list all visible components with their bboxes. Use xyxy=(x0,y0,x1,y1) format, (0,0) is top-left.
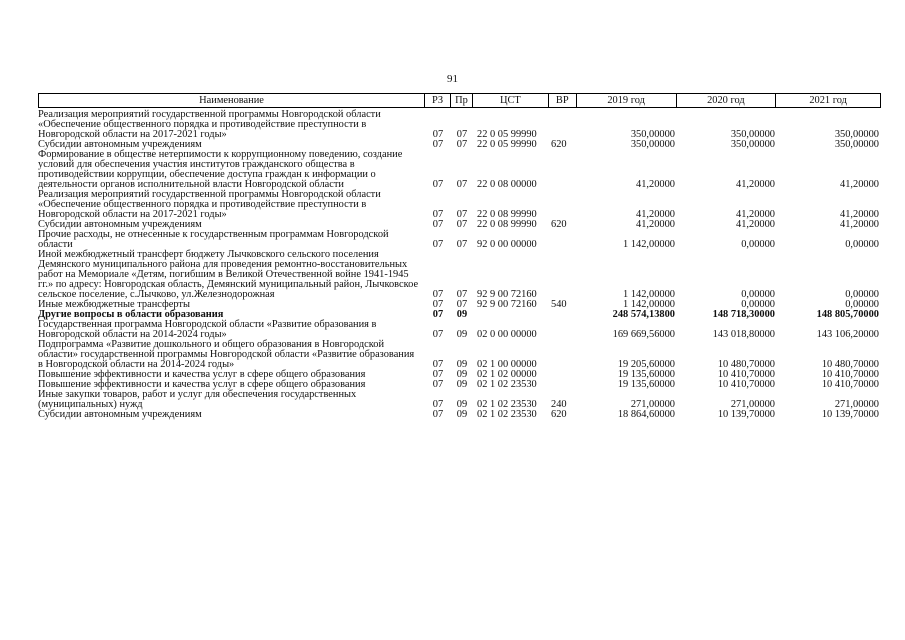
row-rz: 07 xyxy=(432,329,444,340)
row-cst: 92 9 00 72160 xyxy=(477,289,537,300)
row-2021: 271,00000 xyxy=(834,399,879,410)
row-rz: 07 xyxy=(432,309,444,320)
header-2021: 2021 год xyxy=(809,95,847,106)
row-rz: 07 xyxy=(432,379,444,390)
row-2021: 0,00000 xyxy=(845,289,879,300)
row-2021: 143 106,20000 xyxy=(816,329,879,340)
row-name: Субсидии автономным учреждениям xyxy=(38,219,202,230)
row-vr: 240 xyxy=(551,399,567,410)
row-name: Прочие расходы, не отнесенные к государственным программам Новгородской области xyxy=(38,229,389,250)
row-2019: 169 669,56000 xyxy=(612,329,675,340)
table-row xyxy=(38,320,881,340)
row-cst: 22 0 08 99990 xyxy=(477,209,537,220)
row-pr: 07 xyxy=(456,239,468,250)
row-2019: 1 142,00000 xyxy=(623,299,675,310)
row-pr: 07 xyxy=(456,179,468,190)
table-row xyxy=(38,410,881,420)
row-vr: 620 xyxy=(551,219,567,230)
row-2021: 350,00000 xyxy=(834,139,879,150)
row-pr: 09 xyxy=(456,309,468,320)
row-rz: 07 xyxy=(432,139,444,150)
row-cst: 22 0 05 99990 xyxy=(477,139,537,150)
page-number: 91 xyxy=(447,73,458,85)
row-2019: 248 574,13800 xyxy=(612,309,675,320)
row-rz: 07 xyxy=(432,179,444,190)
table-row xyxy=(38,390,881,410)
row-2020: 143 018,80000 xyxy=(712,329,775,340)
row-2020: 10 410,70000 xyxy=(717,369,775,380)
row-2021: 0,00000 xyxy=(845,239,879,250)
row-vr: 540 xyxy=(551,299,567,310)
row-2019: 41,20000 xyxy=(636,179,675,190)
row-2021: 41,20000 xyxy=(840,209,879,220)
header-vr: ВР xyxy=(549,94,577,107)
row-rz: 07 xyxy=(432,289,444,300)
row-2021: 41,20000 xyxy=(840,179,879,190)
row-2020: 10 139,70000 xyxy=(717,409,775,420)
row-rz: 07 xyxy=(432,129,444,140)
header-2019: 2019 год xyxy=(577,94,677,107)
row-vr: 620 xyxy=(551,139,567,150)
row-2020: 350,00000 xyxy=(730,129,775,140)
row-cst: 22 0 05 99990 xyxy=(477,129,537,140)
row-2019: 350,00000 xyxy=(630,139,675,150)
row-2021: 41,20000 xyxy=(840,219,879,230)
row-cst: 92 0 00 00000 xyxy=(477,239,537,250)
row-rz: 07 xyxy=(432,369,444,380)
row-2020: 41,20000 xyxy=(736,179,775,190)
row-name: Иные межбюджетные трансферты xyxy=(38,299,190,310)
row-2021: 10 410,70000 xyxy=(821,369,879,380)
row-pr: 09 xyxy=(456,359,468,370)
header-rz: РЗ xyxy=(425,94,451,107)
row-cst: 02 1 00 00000 xyxy=(477,359,537,370)
row-pr: 07 xyxy=(456,289,468,300)
row-cst: 22 0 08 99990 xyxy=(477,219,537,230)
row-cst: 02 1 02 00000 xyxy=(477,369,537,380)
row-name: Формирование в обществе нетерпимости к коррупционному поведению, создание условий для обеспечения участия институтов гражданского общества в противодействии коррупции, обеспечение доступа граждан к информации о деятельности органов исполнительной власти Новгородской области xyxy=(38,149,403,190)
row-pr: 07 xyxy=(456,139,468,150)
row-vr: 620 xyxy=(551,409,567,420)
row-pr: 09 xyxy=(456,379,468,390)
row-2019: 41,20000 xyxy=(636,209,675,220)
row-name: Повышение эффективности и качества услуг в сфере общего образования xyxy=(38,379,366,390)
row-2020: 0,00000 xyxy=(741,299,775,310)
header-pr: Пр xyxy=(451,94,473,107)
row-rz: 07 xyxy=(432,209,444,220)
row-name: Повышение эффективности и качества услуг в сфере общего образования xyxy=(38,369,366,380)
row-2021: 10 410,70000 xyxy=(821,379,879,390)
row-cst: 92 9 00 72160 xyxy=(477,299,537,310)
row-rz: 07 xyxy=(432,359,444,370)
row-2019: 271,00000 xyxy=(630,399,675,410)
row-2020: 148 718,30000 xyxy=(712,309,775,320)
table-row xyxy=(38,340,881,370)
row-pr: 09 xyxy=(456,399,468,410)
table-row xyxy=(38,230,881,250)
row-rz: 07 xyxy=(432,409,444,420)
row-2019: 41,20000 xyxy=(636,219,675,230)
row-2019: 19 205,60000 xyxy=(617,359,675,370)
row-name: Подпрограмма «Развитие дошкольного и общего образования в Новгородской области» государственной программы Новгородской области «Развитие образования в Новгородской области на 2014-2024 годы» xyxy=(38,339,415,370)
row-pr: 07 xyxy=(456,209,468,220)
table-row xyxy=(38,110,881,140)
row-name: Реализация мероприятий государственной программы Новгородской области «Обеспечение общественного порядка и противодействие преступности в Новгородской области на 2017-2021 годы» xyxy=(38,189,381,220)
row-2019: 18 864,60000 xyxy=(617,409,675,420)
row-name: Субсидии автономным учреждениям xyxy=(38,139,202,150)
row-2020: 0,00000 xyxy=(741,289,775,300)
header-name: Наименование xyxy=(39,94,425,107)
row-name: Субсидии автономным учреждениям xyxy=(38,409,202,420)
row-rz: 07 xyxy=(432,219,444,230)
row-2020: 0,00000 xyxy=(741,239,775,250)
row-pr: 07 xyxy=(456,129,468,140)
row-name: Иные закупки товаров, работ и услуг для обеспечения государственных (муниципальных) нужд xyxy=(38,389,357,410)
row-2019: 350,00000 xyxy=(630,129,675,140)
row-2019: 1 142,00000 xyxy=(623,239,675,250)
row-cst: 02 0 00 00000 xyxy=(477,329,537,340)
row-pr: 09 xyxy=(456,329,468,340)
row-2020: 271,00000 xyxy=(730,399,775,410)
row-cst: 22 0 08 00000 xyxy=(477,179,537,190)
row-name: Реализация мероприятий государственной программы Новгородской области «Обеспечение общественного порядка и противодействие преступности в Новгородской области на 2017-2021 годы» xyxy=(38,109,381,140)
row-2021: 10 480,70000 xyxy=(821,359,879,370)
row-2020: 350,00000 xyxy=(730,139,775,150)
row-cst: 02 1 02 23530 xyxy=(477,379,537,390)
row-2021: 148 805,70000 xyxy=(816,309,879,320)
table-row xyxy=(38,190,881,220)
row-cst: 02 1 02 23530 xyxy=(477,399,537,410)
row-2019: 19 135,60000 xyxy=(617,379,675,390)
row-2021: 10 139,70000 xyxy=(821,409,879,420)
row-pr: 07 xyxy=(456,219,468,230)
header-cst: ЦСТ xyxy=(473,94,549,107)
table-row xyxy=(38,250,881,300)
row-2020: 41,20000 xyxy=(736,219,775,230)
row-pr: 09 xyxy=(456,369,468,380)
row-2020: 10 480,70000 xyxy=(717,359,775,370)
table-body xyxy=(38,110,881,420)
table-row xyxy=(38,150,881,190)
row-2020: 41,20000 xyxy=(736,209,775,220)
row-name: Государственная программа Новгородской области «Развитие образования в Новгородской области на 2014-2024 годы» xyxy=(38,319,377,340)
row-2019: 1 142,00000 xyxy=(623,289,675,300)
row-pr: 09 xyxy=(456,409,468,420)
row-rz: 07 xyxy=(432,399,444,410)
table-header xyxy=(38,93,881,108)
row-pr: 07 xyxy=(456,299,468,310)
row-name: Иной межбюджетный трансферт бюджету Лычковского сельского поселения Демянского муниципального района для проведения ремонтно-восстановительных работ на Мемориале «Детям, погибшим в Великой Отечественной войне 1941-1945 гг.» по адресу: Новгородская область, Демянский муниципальный район, Лычковское сельское поселение, с.Лычково, ул.Железнодорожная xyxy=(38,249,419,300)
row-2021: 350,00000 xyxy=(834,129,879,140)
row-cst: 02 1 02 23530 xyxy=(477,409,537,420)
row-name: Другие вопросы в области образования xyxy=(38,309,224,320)
row-rz: 07 xyxy=(432,299,444,310)
row-rz: 07 xyxy=(432,239,444,250)
header-2020: 2020 год xyxy=(677,94,777,107)
row-2019: 19 135,60000 xyxy=(617,369,675,380)
row-2021: 0,00000 xyxy=(845,299,879,310)
row-2020: 10 410,70000 xyxy=(717,379,775,390)
